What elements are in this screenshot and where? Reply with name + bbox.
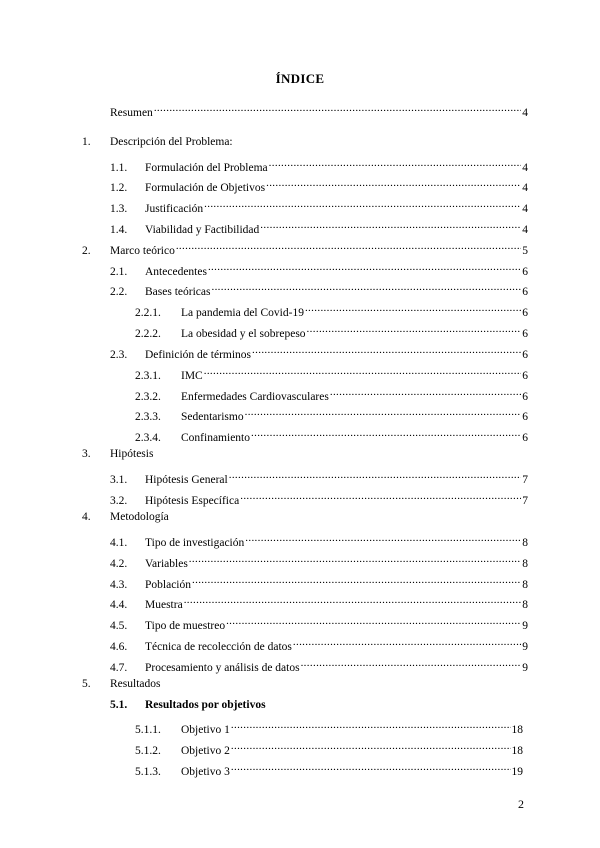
dot-leader <box>260 217 521 233</box>
dot-leader <box>184 592 522 608</box>
toc-label: Definición de términos <box>145 349 252 361</box>
dot-leader <box>231 759 511 775</box>
toc-number: 2.3.1. <box>135 370 161 382</box>
toc-entry-2-1[interactable] <box>110 259 528 278</box>
toc-page-number: 9 <box>522 662 528 674</box>
toc-label: Población <box>145 579 191 591</box>
toc-page-number: 18 <box>511 745 523 757</box>
toc-number: 4.5. <box>110 620 128 632</box>
toc-page-number: 6 <box>522 286 528 298</box>
toc-label: Resultados <box>110 678 161 690</box>
toc-page-number: 8 <box>522 558 528 570</box>
toc-entry-4[interactable] <box>82 509 528 525</box>
toc-page-number: 8 <box>522 537 528 549</box>
toc-number: 3.2. <box>110 495 128 507</box>
toc-number: 4.3. <box>110 579 128 591</box>
toc-entry-4-5[interactable] <box>110 613 528 632</box>
toc-page-number: 6 <box>522 328 528 340</box>
toc-page-number: 4 <box>522 182 528 194</box>
toc-label: Muestra <box>145 599 183 611</box>
toc-label: Antecedentes <box>145 266 207 278</box>
toc-page-number: 6 <box>522 266 528 278</box>
toc-number: 5. <box>82 678 91 690</box>
dot-leader <box>211 279 521 295</box>
toc-entry-5[interactable] <box>82 676 528 692</box>
dot-leader <box>293 634 521 650</box>
toc-number: 5.1. <box>110 699 128 711</box>
dot-leader <box>226 613 521 629</box>
toc-number: 1.2. <box>110 182 128 194</box>
dot-leader <box>251 425 521 441</box>
toc-label: Confinamiento <box>181 432 250 444</box>
toc-label: Bases teóricas <box>145 286 211 298</box>
toc-entry-2-3-3[interactable] <box>135 404 528 423</box>
dot-leader <box>208 259 521 275</box>
dot-leader <box>231 738 511 754</box>
toc-label: Formulación de Objetivos <box>145 182 266 194</box>
toc-entry-2-3-2[interactable] <box>135 384 528 403</box>
toc-number: 2.2.1. <box>135 307 161 319</box>
dot-leader <box>252 342 521 358</box>
toc-label: Hipótesis General <box>145 474 228 486</box>
toc-page-number: 18 <box>511 724 523 736</box>
toc-entry-5-1[interactable] <box>110 697 528 713</box>
toc-number: 2. <box>82 245 91 257</box>
toc-label: Variables <box>145 558 188 570</box>
toc-label: IMC <box>181 370 203 382</box>
toc-page-number: 6 <box>522 307 528 319</box>
toc-label: Enfermedades Cardiovasculares <box>181 391 329 403</box>
toc-number: 1.4. <box>110 224 128 236</box>
dot-leader <box>307 321 522 337</box>
toc-entry-2-2-2[interactable] <box>135 321 528 340</box>
toc-entry-4-7[interactable] <box>110 655 528 674</box>
toc-page-number: 6 <box>522 432 528 444</box>
toc-number: 2.2.2. <box>135 328 161 340</box>
toc-number: 4.2. <box>110 558 128 570</box>
toc-number: 2.3.3. <box>135 411 161 423</box>
toc-number: 4. <box>82 511 91 523</box>
toc-entry-2-2[interactable] <box>110 279 528 298</box>
toc-label: La pandemia del Covid-19 <box>181 307 304 319</box>
page-number-footer: 2 <box>518 797 524 811</box>
page-title: ÍNDICE <box>275 71 325 86</box>
toc-entry-2-3-1[interactable] <box>135 363 528 382</box>
toc-entry-5-1-1[interactable] <box>135 717 523 736</box>
toc-entry-2[interactable] <box>82 238 528 257</box>
toc-entry-1-4[interactable] <box>110 217 528 236</box>
toc-entry-4-2[interactable] <box>110 551 528 570</box>
dot-leader <box>192 572 521 588</box>
dot-leader <box>266 175 521 191</box>
toc-page-number: 6 <box>522 370 528 382</box>
toc-label: Objetivo 1 <box>181 724 230 736</box>
toc-number: 2.1. <box>110 266 128 278</box>
toc-label: Metodología <box>110 511 169 523</box>
toc-page-number: 6 <box>522 411 528 423</box>
toc-entry-5-1-2[interactable] <box>135 738 523 757</box>
dot-leader <box>269 155 522 171</box>
toc-number: 4.7. <box>110 662 128 674</box>
dot-leader <box>231 717 511 733</box>
toc-number: 1.3. <box>110 203 128 215</box>
toc-page-number: 7 <box>522 474 528 486</box>
toc-page-number: 6 <box>522 391 528 403</box>
toc-page-number: 19 <box>511 766 523 778</box>
toc-entry-1-3[interactable] <box>110 196 528 215</box>
dot-leader <box>245 530 521 546</box>
toc-label: Procesamiento y análisis de datos <box>145 662 300 674</box>
toc-entry-2-3[interactable] <box>110 342 528 361</box>
toc-entry-resumen[interactable] <box>110 100 528 119</box>
toc-label: Tipo de muestreo <box>145 620 226 632</box>
toc-page-number: 9 <box>522 641 528 653</box>
toc-entry-1-1[interactable] <box>110 155 528 174</box>
toc-entry-3[interactable] <box>82 446 528 462</box>
toc-page-number: 6 <box>522 349 528 361</box>
toc-entry-5-1-3[interactable] <box>135 759 523 778</box>
toc-page-number: 4 <box>522 162 528 174</box>
toc-label: Hipótesis <box>110 448 154 460</box>
toc-number: 4.6. <box>110 641 128 653</box>
toc-entry-2-2-1[interactable] <box>135 300 528 319</box>
toc-page-number: 9 <box>522 620 528 632</box>
toc-label: Resultados por objetivos <box>145 699 266 711</box>
dot-leader <box>154 100 521 116</box>
toc-label: Técnica de recolección de datos <box>145 641 292 653</box>
toc-number: 2.3.2. <box>135 391 161 403</box>
toc-entry-3-1[interactable] <box>110 467 528 486</box>
toc-entry-4-4[interactable] <box>110 592 528 611</box>
toc-entry-1-2[interactable] <box>110 175 528 194</box>
toc-label: Marco teórico <box>110 245 175 257</box>
toc-label: Hipótesis Específica <box>145 495 240 507</box>
toc-number: 2.3.4. <box>135 432 161 444</box>
toc-number: 5.1.3. <box>135 766 161 778</box>
dot-leader <box>305 300 521 316</box>
toc-entry-3-2[interactable] <box>110 488 528 507</box>
toc-entry-2-3-4[interactable] <box>135 425 528 444</box>
toc-label: Viabilidad y Factibilidad <box>145 224 260 236</box>
toc-page-number: 5 <box>522 245 528 257</box>
toc-number: 2.3. <box>110 349 128 361</box>
dot-leader <box>204 196 521 212</box>
toc-number: 4.4. <box>110 599 128 611</box>
toc-number: 1. <box>82 136 91 148</box>
toc-label: Tipo de investigación <box>145 537 245 549</box>
toc-number: 3.1. <box>110 474 128 486</box>
toc-number: 2.2. <box>110 286 128 298</box>
toc-page-number: 7 <box>522 495 528 507</box>
dot-leader <box>240 488 521 504</box>
toc-number: 5.1.2. <box>135 745 161 757</box>
toc-label: La obesidad y el sobrepeso <box>181 328 306 340</box>
dot-leader <box>330 384 521 400</box>
toc-page-number: 4 <box>522 224 528 236</box>
toc-number: 5.1.1. <box>135 724 161 736</box>
dot-leader <box>301 655 522 671</box>
toc-label: Sedentarismo <box>181 411 244 423</box>
dot-leader <box>204 363 522 379</box>
toc-entry-4-6[interactable] <box>110 634 528 653</box>
toc-entry-4-1[interactable] <box>110 530 528 549</box>
toc-page-number: 8 <box>522 579 528 591</box>
dot-leader <box>189 551 521 567</box>
toc-page-number: 4 <box>522 203 528 215</box>
toc-label: Descripción del Problema: <box>110 136 233 148</box>
toc-page-number: 8 <box>522 599 528 611</box>
dot-leader <box>176 238 521 254</box>
toc-page-number: 4 <box>522 107 528 119</box>
toc-label: Objetivo 3 <box>181 766 230 778</box>
toc-label: Resumen <box>110 107 153 119</box>
toc-number: 4.1. <box>110 537 128 549</box>
toc-number: 1.1. <box>110 162 128 174</box>
toc-label: Formulación del Problema <box>145 162 268 174</box>
toc-label: Objetivo 2 <box>181 745 230 757</box>
toc-entry-1[interactable] <box>82 134 528 150</box>
dot-leader <box>229 467 522 483</box>
dot-leader <box>245 404 522 420</box>
toc-number: 3. <box>82 448 91 460</box>
toc-label: Justificación <box>145 203 204 215</box>
toc-entry-4-3[interactable] <box>110 572 528 591</box>
